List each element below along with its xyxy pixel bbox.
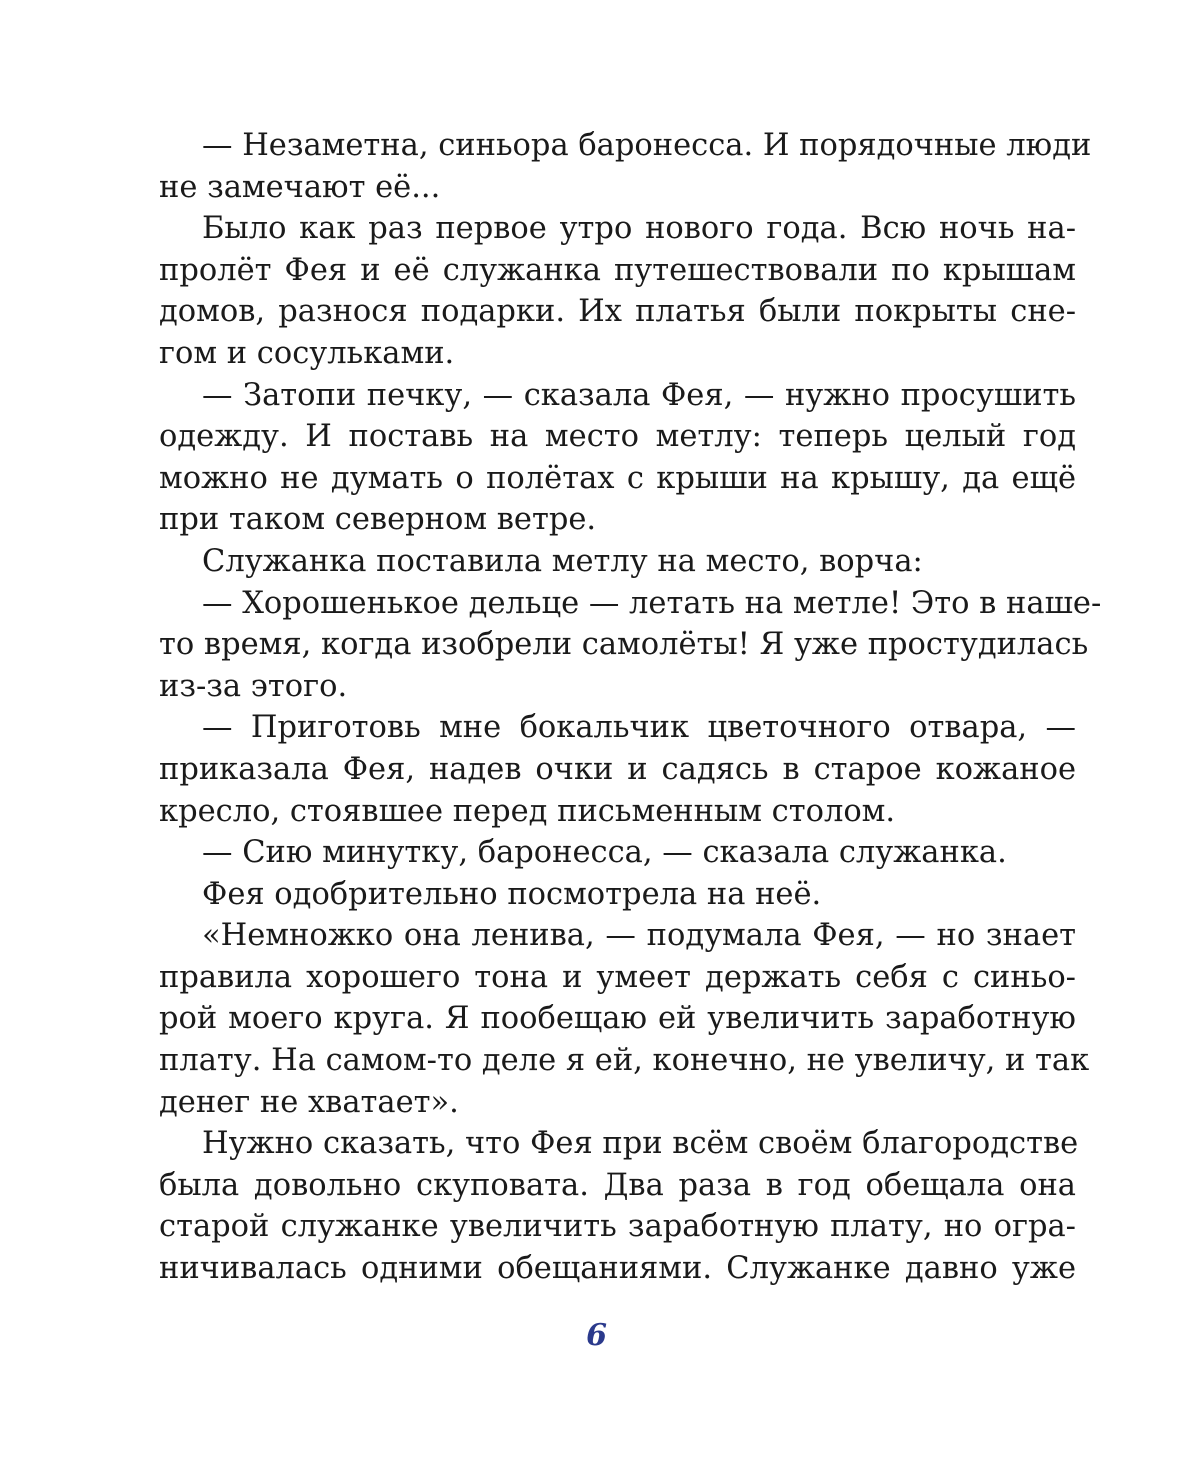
text-line: «Немножко она ленива, — подумала Фея, — но знает xyxy=(202,918,1076,954)
text-line: правила хорошего тона и умеет держать себя с синьо- xyxy=(159,959,1076,995)
paragraph xyxy=(159,583,1102,708)
text-line: — Хорошенькое дельце — летать на метле! Это в наше- xyxy=(202,585,1102,621)
text-line: — Затопи печку, — сказала Фея, — нужно просушить xyxy=(202,377,1076,413)
text-line: — Приготовь мне бокальчик цветочного отвара, — xyxy=(202,710,1076,746)
paragraph xyxy=(159,208,1076,374)
text-line: Нужно сказать, что Фея при всём своём благородстве xyxy=(202,1126,1079,1162)
text-line: гом и сосульками. xyxy=(159,335,455,371)
text-line: пролёт Фея и её служанка путешествовали по крышам xyxy=(159,252,1076,288)
text-line: из-за этого. xyxy=(159,668,348,704)
paragraph xyxy=(159,1123,1079,1289)
paragraph xyxy=(159,874,1076,916)
page-number: 6 xyxy=(586,1318,607,1353)
text-line: денег не хватает». xyxy=(159,1084,459,1120)
text-line: домов, разнося подарки. Их платья были покрыты сне- xyxy=(159,294,1076,330)
body-text xyxy=(159,125,1102,1290)
text-line: можно не думать о полётах с крыши на крышу, да ещё xyxy=(159,460,1076,496)
text-line: ничивалась одними обещаниями. Служанке давно уже xyxy=(159,1251,1076,1287)
text-line: Было как раз первое утро нового года. Всю ночь на- xyxy=(202,211,1076,247)
text-line: рой моего круга. Я пообещаю ей увеличить заработную xyxy=(159,1001,1076,1037)
paragraph xyxy=(159,125,1092,208)
text-line: — Сию минутку, баронесса, — сказала служанка. xyxy=(202,835,1007,871)
text-line: приказала Фея, надев очки и садясь в старое кожаное xyxy=(159,751,1076,787)
text-line: старой служанке увеличить заработную плату, но огра- xyxy=(159,1209,1076,1245)
text-line: плату. На самом-то деле я ей, конечно, не увеличу, и так xyxy=(159,1043,1090,1079)
paragraph xyxy=(159,915,1090,1123)
text-line: при таком северном ветре. xyxy=(159,502,597,538)
paragraph xyxy=(159,832,1076,874)
paragraph xyxy=(159,707,1076,832)
text-line: — Незаметна, синьора баронесса. И порядочные люди xyxy=(202,128,1092,163)
text-line: то время, когда изобрели самолёты! Я уже простудилась xyxy=(159,627,1089,663)
text-line: одежду. И поставь на место метлу: теперь целый год xyxy=(159,419,1076,455)
text-line: Служанка поставила метлу на место, ворча: xyxy=(202,543,923,579)
paragraph xyxy=(159,541,1076,583)
text-line: была довольно скуповата. Два раза в год обещала она xyxy=(159,1167,1076,1203)
paragraph xyxy=(159,375,1076,541)
text-line: не замечают её... xyxy=(159,169,441,205)
text-line: Фея одобрительно посмотрела на неё. xyxy=(202,876,822,912)
text-line: кресло, стоявшее перед письменным столом. xyxy=(159,793,896,829)
